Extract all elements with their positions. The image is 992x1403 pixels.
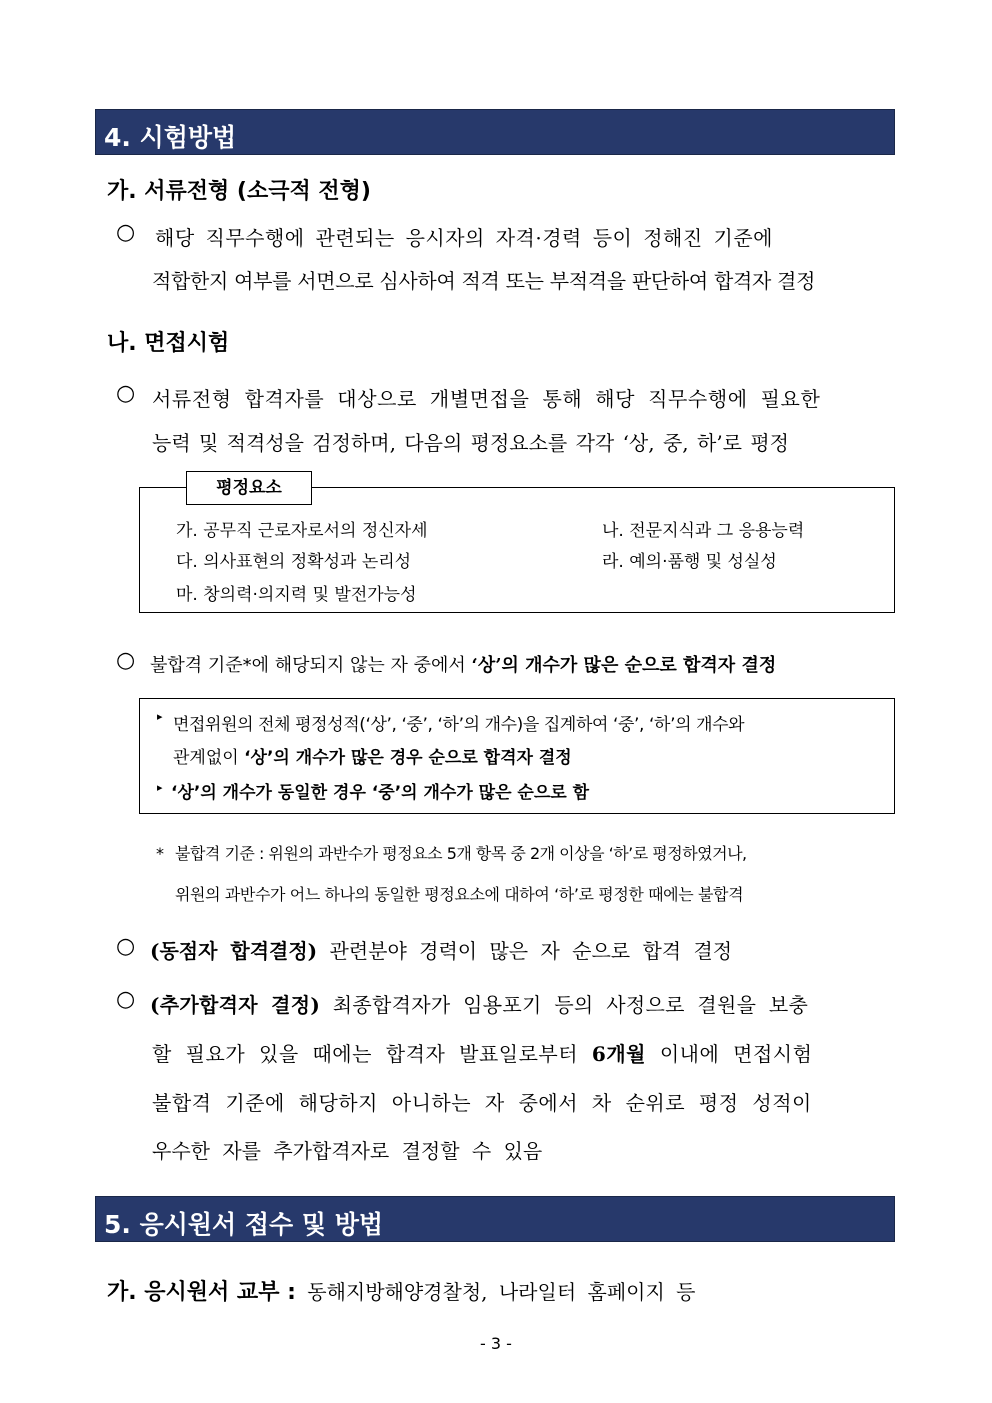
rule1-line1: 면접위원의 전체 평정성적(‘상’, ‘중’, ‘하’의 개수)을 집계하여 ‘중’, ‘하’의 개수와 [173, 715, 745, 735]
section-5-title: 5. 응시원서 접수 및 방법 [104, 1210, 384, 1239]
ga-text-line2: 적합한지 여부를 서면으로 심사하여 적격 또는 부적격을 판단하여 합격자 결정 [152, 269, 816, 293]
section-4-title: 4. 시험방법 [104, 123, 237, 152]
bullet-circle: ○ [116, 220, 136, 245]
note-star: * [156, 844, 164, 863]
na-text-line1: 서류전형 합격자를 대상으로 개별면접을 통해 해당 직무수행에 필요한 [152, 387, 821, 411]
application-distribution-text: 동해지방해양경찰청, 나라일터 홈페이지 등 [295, 1280, 696, 1304]
ga-text-line1: 해당 직무수행에 관련되는 응시자의 자격·경력 등이 정해진 기준에 [155, 226, 773, 250]
bullet-circle: ○ [116, 648, 136, 673]
eval-item-ra: 라. 예의·품행 및 성실성 [602, 552, 777, 572]
section-5-header [95, 1196, 895, 1242]
eval-item-da: 다. 의사표현의 정확성과 논리성 [176, 552, 412, 572]
additional-line2 [152, 1038, 812, 1067]
subsection-na-title: 나. 면접시험 [107, 331, 230, 356]
pass-criterion-normal: 불합격 기준*에 해당되지 않는 자 중에서 [150, 655, 472, 676]
tie-rule-normal: 관련분야 경력이 많은 자 순으로 합격 결정 [317, 939, 733, 963]
note-line2: 위원의 과반수가 어느 하나의 동일한 평정요소에 대하여 ‘하’로 평정한 때에는 불합격 [175, 885, 744, 904]
additional-line1-text: 최종합격자가 임용포기 등의 사정으로 결원을 보충 [320, 993, 809, 1017]
additional-line4: 우수한 자를 추가합격자로 결정할 수 있음 [152, 1139, 543, 1163]
additional-line1 [150, 989, 808, 1018]
application-distribution-label: 가. 응시원서 교부 : [107, 1280, 296, 1305]
additional-line2-bold: 6개월 [591, 1042, 646, 1066]
additional-line2-b: 이내에 면접시험 [645, 1042, 813, 1066]
bullet-circle: ○ [116, 381, 136, 406]
page-number: - 3 - [480, 1334, 512, 1353]
na-text-line2: 능력 및 적격성을 검정하며, 다음의 평정요소를 각각 ‘상, 중, 하’로 평정 [152, 431, 790, 455]
triangle-marker-icon: ▸ [157, 710, 163, 723]
eval-item-ga: 가. 공무직 근로자로서의 정신자세 [176, 521, 428, 541]
bullet-circle: ○ [116, 987, 136, 1012]
subsection-ga-title: 가. 서류전형 (소극적 전형) [107, 179, 371, 204]
rule1-line2-bold: ‘상’의 개수가 많은 경우 순으로 합격자 결정 [244, 748, 572, 768]
additional-line2-a: 할 필요가 있을 때에는 합격자 발표일로부터 [152, 1042, 592, 1066]
pass-criterion-bold: ‘상’의 개수가 많은 순으로 합격자 결정 [471, 655, 777, 676]
additional-bold: (추가합격자 결정) [150, 993, 321, 1017]
section-4-header [95, 109, 895, 155]
rule2-text: ‘상’의 개수가 동일한 경우 ‘중’의 개수가 많은 순으로 함 [171, 783, 590, 803]
bullet-circle: ○ [116, 934, 136, 959]
rule1-line2 [173, 743, 572, 768]
rule1-line2-normal: 관계없이 [173, 748, 245, 768]
eval-item-ma: 마. 창의력·의지력 및 발전가능성 [176, 585, 417, 605]
evaluation-factors-tag: 평정요소 [186, 471, 312, 505]
eval-item-na: 나. 전문지식과 그 응용능력 [602, 521, 805, 541]
note-line1: 불합격 기준 : 위원의 과반수가 평정요소 5개 항목 중 2개 이상을 ‘하’로 평정하였거나, [175, 844, 747, 863]
pass-criterion-text [150, 651, 776, 677]
application-distribution [107, 1275, 695, 1306]
additional-line3: 불합격 기준에 해당하지 아니하는 자 중에서 차 순위로 평정 성적이 [152, 1091, 812, 1115]
tie-rule-bold: (동점자 합격결정) [150, 939, 318, 963]
triangle-marker-icon: ▸ [157, 781, 163, 794]
tie-rule-text [150, 935, 732, 964]
